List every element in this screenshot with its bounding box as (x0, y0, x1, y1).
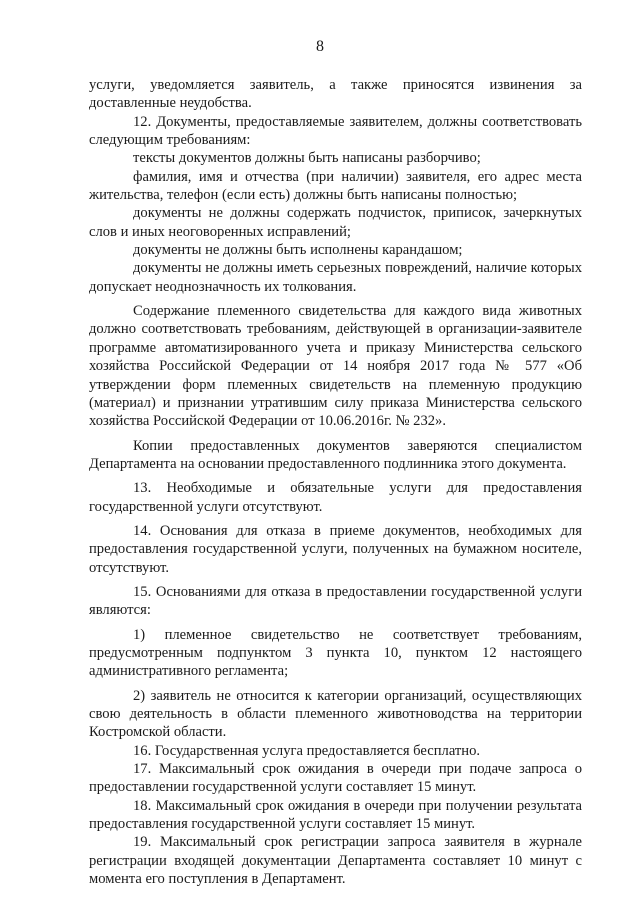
paragraph: 1) племенное свидетельство не соответствует требованиям, предусмотренным подпунктом 3 пункта 10, пунктом 12 настоящего административного регламента; (89, 626, 582, 680)
paragraph: 14. Основания для отказа в приеме документов, необходимых для предоставления государственной услуги, полученных на бумажном носителе, отсутствуют. (89, 522, 582, 576)
page-number: 8 (316, 38, 324, 55)
paragraph: 12. Документы, предоставляемые заявителем, должны соответствовать следующим требованиям: (89, 113, 582, 149)
paragraph: фамилия, имя и отчества (при наличии) заявителя, его адрес места жительства, телефон (если есть) должны быть написаны полностью; (89, 168, 582, 204)
paragraph: тексты документов должны быть написаны разборчиво; (133, 150, 481, 167)
paragraph: 13. Необходимые и обязательные услуги для предоставления государственной услуги отсутствуют. (89, 480, 582, 515)
paragraph: 17. Максимальный срок ожидания в очереди при подаче запроса о предоставлении государственной услуги составляет 15 минут. (89, 761, 582, 796)
paragraph: Содержание племенного свидетельства для каждого вида животных должно соответствовать требованиям, действующей в организации-заявителе программе автоматизированного учета и приказу Министерства сельского хозяйства Российской Федерации от 14 ноября 2017 года № 577 «Об утверждении форм племенных свидетельств на племенную продукцию (материал) и признании утратившим силу приказа Министерства сельского хозяйства Российской Федерации от 10.06.2016г. № 232». (89, 303, 582, 430)
paragraph: Копии предоставленных документов заверяются специалистом Департамента на основании предоставленного подлинника этого документа. (89, 437, 582, 472)
paragraph: 18. Максимальный срок ожидания в очереди при получении результата предоставления государственной услуги составляет 15 минут. (89, 797, 582, 833)
paragraph: 15. Основаниями для отказа в предоставлении государственной услуги являются: (89, 583, 582, 619)
paragraph: 16. Государственная услуга предоставляется бесплатно. (133, 742, 481, 759)
paragraph: документы не должны содержать подчисток, приписок, зачеркнутых слов и иных неоговоренных исправлений; (89, 205, 582, 240)
document-body (89, 76, 582, 888)
paragraph: документы не должны быть исполнены карандашом; (133, 242, 463, 259)
paragraph: 19. Максимальный срок регистрации запроса заявителя в журнале регистрации входящей документации Департамента составляет 10 минут с момента его поступления в Департамент. (89, 834, 582, 888)
paragraph: услуги, уведомляется заявитель, а также приносятся извинения за доставленные неудобства. (89, 77, 582, 112)
paragraph: 2) заявитель не относится к категории организаций, осуществляющих свою деятельность в области племенного животноводства на территории Костромской области. (89, 687, 582, 741)
paragraph: документы не должны иметь серьезных повреждений, наличие которых допускает неоднозначность их толкования. (89, 260, 582, 295)
